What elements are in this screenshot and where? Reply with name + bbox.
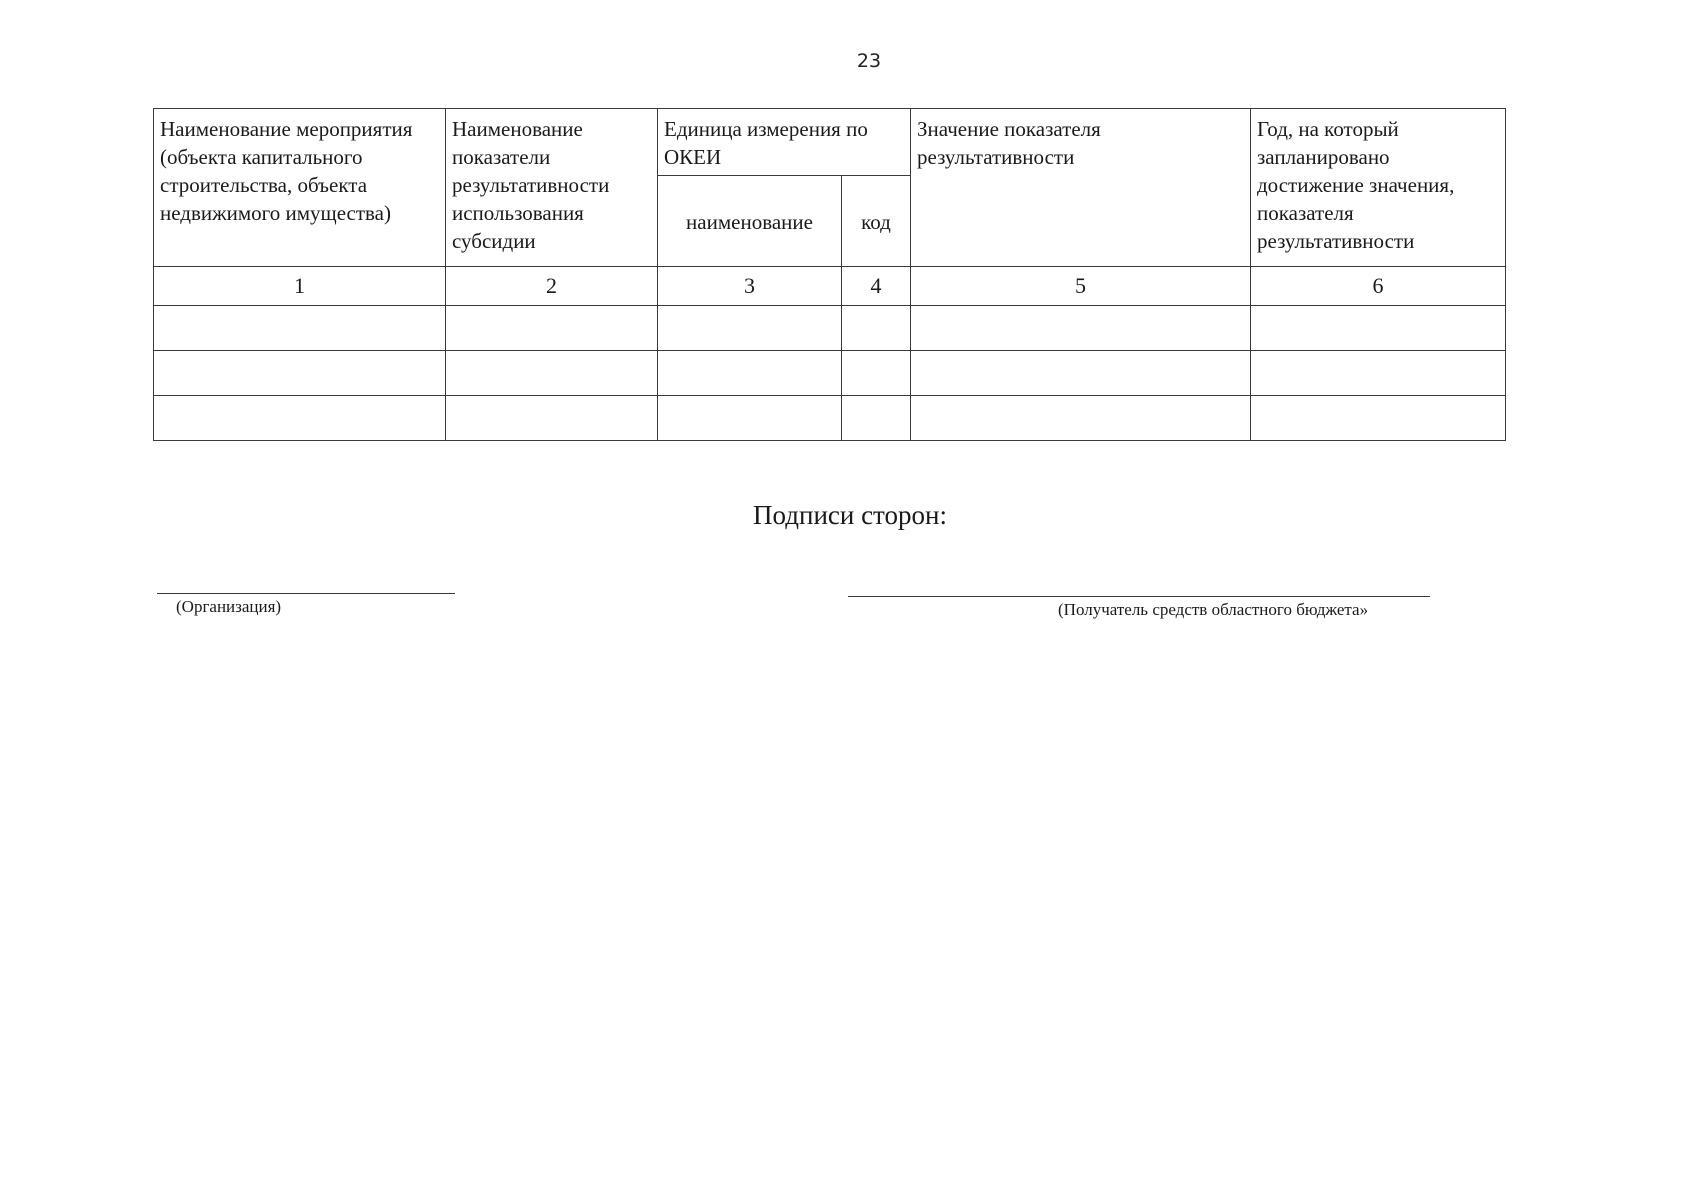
table-cell [154, 306, 446, 351]
table-cell [1251, 351, 1506, 396]
header-row-1 [154, 109, 1506, 176]
table-cell [911, 396, 1251, 441]
column-number: 2 [446, 267, 658, 306]
table-cell [1251, 306, 1506, 351]
table-cell [658, 396, 842, 441]
column-number: 6 [1251, 267, 1506, 306]
signatures-title: Подписи сторон: [753, 500, 947, 530]
right-signature-line [848, 596, 1430, 597]
table-cell [911, 351, 1251, 396]
header-unit-okei: Единица измерения по ОКЕИ [658, 109, 911, 176]
table-cell [911, 306, 1251, 351]
table-row [154, 351, 1506, 396]
header-indicator-value: Значение показателя результативности [911, 109, 1251, 267]
table-cell [446, 351, 658, 396]
table-cell [842, 306, 911, 351]
right-signature-caption: (Получатель средств областного бюджета» [1058, 600, 1369, 619]
column-number: 1 [154, 267, 446, 306]
left-signature-line [157, 593, 455, 594]
column-number: 5 [911, 267, 1251, 306]
header-unit-name: наименование [658, 176, 842, 267]
column-number: 4 [842, 267, 911, 306]
table-cell [658, 306, 842, 351]
table-cell [446, 306, 658, 351]
header-event-name: Наименование мероприятия (объекта капитального строительства, объекта недвижимого имущества) [154, 109, 446, 267]
column-number-row [154, 267, 1506, 306]
table-cell [1251, 396, 1506, 441]
table-row [154, 306, 1506, 351]
header-target-year: Год, на который запланировано достижение значения, показателя результативности [1251, 109, 1506, 267]
page-number: 23 [856, 50, 882, 72]
table-row [154, 396, 1506, 441]
table-cell [154, 351, 446, 396]
column-number: 3 [658, 267, 842, 306]
table-cell [446, 396, 658, 441]
table-cell [154, 396, 446, 441]
table-cell [842, 351, 911, 396]
table-cell [842, 396, 911, 441]
header-unit-code: код [842, 176, 911, 267]
table-cell [658, 351, 842, 396]
header-indicator-name: Наименование показатели результативности использования субсидии [446, 109, 658, 267]
indicators-table [153, 108, 1506, 441]
left-signature-caption: (Организация) [176, 597, 282, 616]
